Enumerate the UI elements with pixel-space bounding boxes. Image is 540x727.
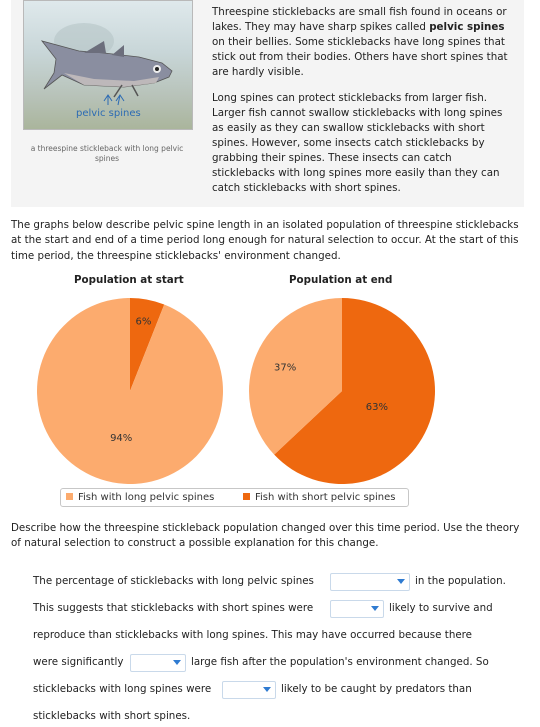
task-prompt: Describe how the threespine stickleback population changed over this time period. Use the theory of natural selection to construct a possible explanation for this change.	[11, 522, 520, 550]
fill-line-6: sticklebacks with short spines.	[33, 710, 191, 722]
fill-line-2a: This suggests that sticklebacks with short spines were	[33, 602, 314, 614]
intro-p1-bold: pelvic spines	[429, 21, 505, 33]
chevron-down-icon	[397, 579, 405, 584]
legend-label-short: Fish with short pelvic spines	[255, 492, 396, 503]
graph-intro-text: The graphs below describe pelvic spine length in an isolated population of threespine sticklebacks at the start and end of a time period long enough for natural selection to occur. At the start of this time period, the threespine sticklebacks' environment changed.	[11, 219, 519, 262]
large-fish-amount-dropdown[interactable]	[130, 654, 186, 672]
long-spines-trend-dropdown[interactable]	[330, 573, 410, 591]
pie-chart-end	[248, 297, 438, 487]
pie-end-label-long: 37%	[273, 362, 297, 374]
fill-line-5b: likely to be caught by predators than	[281, 683, 472, 695]
pie-title-end: Population at end	[289, 274, 393, 286]
legend-item-long	[66, 492, 214, 503]
intro-p1-text-b: on their bellies. Some sticklebacks have long spines that stick out from their bodies. Others have short spines that are hardly visible.	[212, 36, 508, 78]
legend-swatch-short	[243, 493, 250, 500]
fill-line-2b: likely to survive and	[389, 602, 493, 614]
short-spines-survival-dropdown[interactable]	[330, 600, 384, 618]
chart-legend	[60, 488, 409, 507]
chevron-down-icon	[173, 660, 181, 665]
pie-start-label-long: 94%	[110, 433, 133, 445]
intro-p1-text-a: Threespine sticklebacks are small fish found in oceans or lakes. They may have sharp spikes called	[212, 6, 507, 33]
chevron-down-icon	[263, 687, 271, 692]
long-spines-caught-dropdown[interactable]	[222, 681, 276, 699]
legend-swatch-long	[66, 493, 73, 500]
pie-end-label-short: 63%	[365, 402, 388, 414]
fill-line-1b: in the population.	[415, 575, 506, 587]
pelvic-spines-label: pelvic spines	[76, 108, 141, 119]
fill-line-3: reproduce than sticklebacks with long spines. This may have occurred because there	[33, 629, 473, 641]
fill-line-4a: were significantly	[33, 656, 124, 668]
fill-line-1a: The percentage of sticklebacks with long pelvic spines	[33, 575, 314, 587]
photo-caption: a threespine stickleback with long pelvic spines	[30, 144, 184, 163]
pie-start-slice-long	[37, 298, 223, 484]
chevron-down-icon	[371, 606, 379, 611]
pie-start-label-short: 6%	[135, 316, 152, 328]
pie-chart-start	[36, 297, 226, 487]
intro-paragraph-2: Long spines can protect sticklebacks from larger fish. Larger fish cannot swallow sticklebacks with long spines as easily as they can swallow sticklebacks with short spines. However, some insects catch sticklebacks by grabbing their spines. These insects can catch sticklebacks with long spines more easily than they can catch sticklebacks with short spines.	[212, 92, 503, 194]
intro-text	[212, 5, 512, 207]
legend-label-long: Fish with long pelvic spines	[78, 492, 215, 503]
stickleback-photo	[23, 0, 193, 130]
legend-item-short	[243, 492, 396, 503]
intro-paragraph-1	[212, 5, 512, 80]
pie-title-start: Population at start	[74, 274, 184, 286]
fill-line-4b: large fish after the population's environment changed. So	[191, 656, 489, 668]
fill-line-5a: sticklebacks with long spines were	[33, 683, 212, 695]
